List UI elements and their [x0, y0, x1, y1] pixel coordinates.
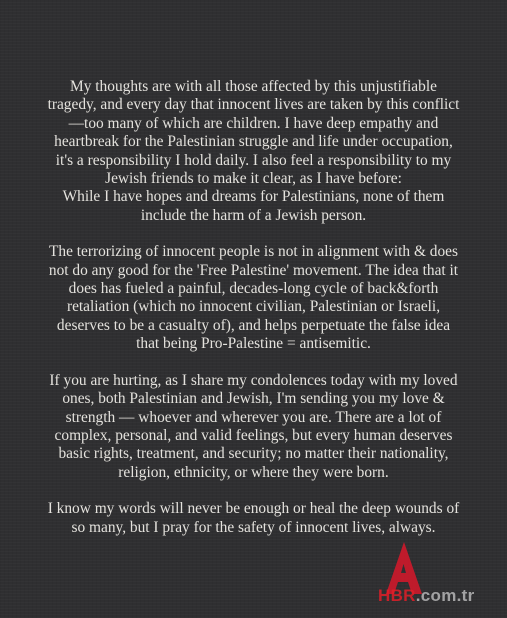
text-line: retaliation (which no innocent civilian, Palestinian or Israeli,: [66, 298, 441, 316]
text-line: does has fueled a painful, decades-long cycle of back&forth: [68, 280, 439, 298]
paragraph-1: [18, 78, 489, 225]
text-line: complex, personal, and valid feelings, but every human deserves: [54, 426, 453, 444]
watermark-text: [378, 586, 475, 606]
text-line: I know my words will never be enough or heal the deep wounds of: [47, 500, 460, 518]
text-line: heartbreak for the Palestinian struggle and life under occupation,: [54, 133, 453, 151]
text-line: strength — whoever and wherever you are. There are a lot of: [65, 408, 442, 426]
text-line: include the harm of a Jewish person.: [140, 206, 367, 224]
text-line: My thoughts are with all those affected by this unjustifiable: [70, 78, 437, 95]
paragraph-4: [18, 500, 489, 537]
paragraph-2: [18, 243, 489, 353]
text-line: basic rights, treatment, and security; no matter their nationality,: [58, 445, 449, 463]
watermark-domain: .com.tr: [415, 586, 475, 605]
text-line: If you are hurting, as I share my condolences today with my loved: [49, 371, 458, 389]
paragraph-3: [18, 372, 489, 482]
watermark-brand: HBR: [378, 586, 416, 605]
text-line: The terrorizing of innocent people is not in alignment with & does: [48, 243, 459, 261]
text-line: Jewish friends to make it clear, as I have before:: [105, 170, 402, 188]
text-line: —too many of which are children. I have deep empathy and: [68, 114, 439, 132]
text-line: ones, both Palestinian and Jewish, I'm sending you my love &: [62, 390, 445, 408]
text-line: religion, ethnicity, or where they were born.: [118, 463, 389, 481]
text-line: not do any good for the 'Free Palestine' movement. The idea that it: [48, 261, 459, 279]
text-line: tragedy, and every day that innocent lives are taken by this conflict: [47, 96, 460, 114]
text-line: While I have hopes and dreams for Palestinians, none of them: [62, 188, 445, 206]
text-line: deserves to be a casualty of), and helps perpetuate the false idea: [56, 316, 451, 334]
text-line: it's a responsibility I hold daily. I also feel a responsibility to my: [55, 151, 452, 169]
text-line: that being Pro-Palestine = antisemitic.: [136, 335, 371, 353]
statement-text: [18, 78, 489, 555]
hbr-watermark: [378, 540, 503, 612]
text-line: so many, but I pray for the safety of innocent lives, always.: [71, 518, 436, 536]
